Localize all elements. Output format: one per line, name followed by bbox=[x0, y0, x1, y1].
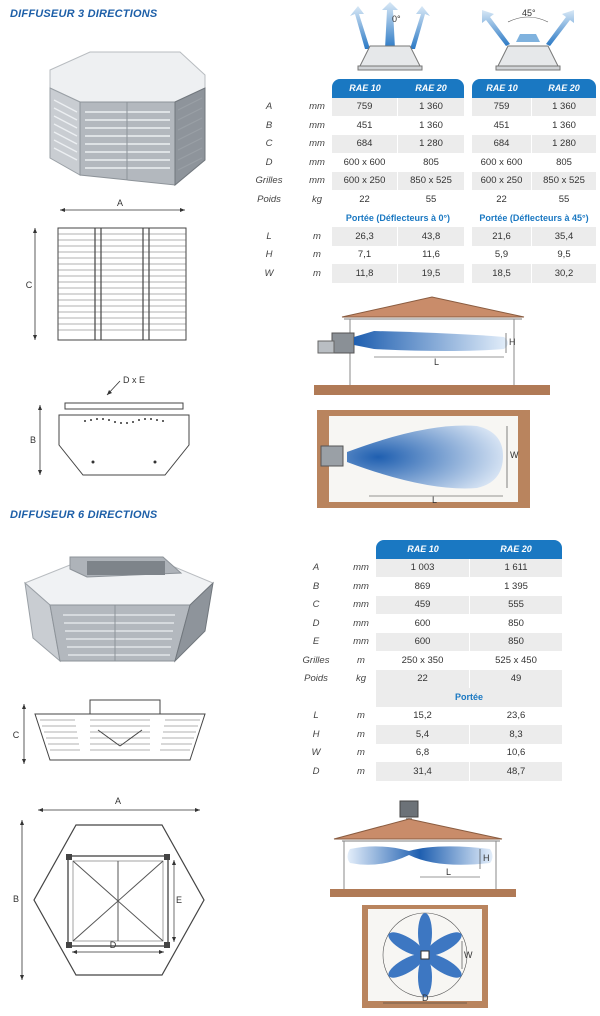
table-row bbox=[286, 559, 562, 578]
table-row bbox=[236, 190, 596, 209]
plan-throw-diagram-6-directions bbox=[362, 905, 488, 1008]
table-cell: 30,2 bbox=[532, 264, 596, 283]
table-cell: 805 bbox=[532, 153, 596, 172]
table-cell: 250 x 350 bbox=[376, 651, 470, 670]
table-row bbox=[286, 577, 562, 596]
table-cell: 5,4 bbox=[376, 725, 470, 744]
row-unit: mm bbox=[353, 599, 369, 611]
table-row bbox=[286, 670, 562, 689]
section-title-3-directions: DIFFUSEUR 3 DIRECTIONS bbox=[10, 8, 158, 20]
row-label: D bbox=[265, 156, 273, 168]
row-unit: mm bbox=[353, 580, 369, 592]
table-cell: 850 x 525 bbox=[398, 172, 464, 191]
table-cell: 600 x 600 bbox=[332, 153, 398, 172]
table-cell: 1 003 bbox=[376, 559, 470, 578]
dim-label-a: A bbox=[116, 198, 124, 208]
row-label: Poids bbox=[257, 193, 281, 205]
table-cell: 15,2 bbox=[376, 707, 470, 726]
table-cell: 525 x 450 bbox=[470, 651, 562, 670]
table-cell: 555 bbox=[470, 596, 562, 615]
table-row bbox=[286, 614, 562, 633]
table-cell: 10,6 bbox=[470, 744, 562, 763]
table-cell: 48,7 bbox=[470, 762, 562, 781]
row-unit: mm bbox=[309, 138, 325, 150]
row-label: C bbox=[265, 138, 273, 150]
row-unit: m bbox=[357, 765, 365, 777]
table-cell: 850 bbox=[470, 633, 562, 652]
table-row bbox=[286, 707, 562, 726]
table-cell: 459 bbox=[376, 596, 470, 615]
table-cell: 43,8 bbox=[398, 227, 464, 246]
plan-view-drawing-6-directions bbox=[10, 790, 220, 995]
row-label: B bbox=[265, 119, 273, 131]
table-cell: 19,5 bbox=[398, 264, 464, 283]
row-label: W bbox=[264, 267, 274, 279]
row-label: A bbox=[312, 562, 320, 574]
table-row bbox=[236, 116, 596, 135]
table-cell: 6,8 bbox=[376, 744, 470, 763]
row-unit: mm bbox=[309, 175, 325, 187]
row-unit: mm bbox=[309, 156, 325, 168]
table-cell: 55 bbox=[532, 190, 596, 209]
dim-label-a-6: A bbox=[114, 796, 122, 806]
top-view-drawing-3-directions bbox=[25, 200, 215, 350]
table-row bbox=[286, 744, 562, 763]
row-label: Grilles bbox=[302, 654, 330, 666]
table-cell: 451 bbox=[332, 116, 398, 135]
table-cell: 850 x 525 bbox=[532, 172, 596, 191]
dim-label-d-6: D bbox=[109, 940, 117, 950]
table-cell: 600 x 600 bbox=[472, 153, 532, 172]
row-unit: mm bbox=[353, 617, 369, 629]
diagram-label-w: W bbox=[510, 450, 519, 460]
dim-label-e-6: E bbox=[176, 895, 183, 905]
table-cell: 684 bbox=[332, 135, 398, 154]
table-cell: 1 280 bbox=[532, 135, 596, 154]
table-cell: 1 360 bbox=[532, 116, 596, 135]
table-cell: 8,3 bbox=[470, 725, 562, 744]
row-unit: mm bbox=[309, 119, 325, 131]
table-cell: 1 360 bbox=[532, 98, 596, 117]
dim-label-b: B bbox=[29, 435, 37, 445]
table-cell: 35,4 bbox=[532, 227, 596, 246]
table-cell: 1 360 bbox=[398, 98, 464, 117]
row-unit: kg bbox=[311, 193, 323, 205]
row-label: Poids bbox=[304, 673, 328, 685]
col-header-rae10-45: RAE 10 bbox=[472, 79, 532, 98]
row-label: L bbox=[266, 230, 272, 242]
table-cell: 18,5 bbox=[472, 264, 532, 283]
table-cell: 22 bbox=[332, 190, 398, 209]
airflow-45-degree-icon bbox=[478, 4, 578, 74]
side-view-drawing-3-directions bbox=[25, 365, 215, 485]
table-cell: 600 x 250 bbox=[332, 172, 398, 191]
portee-label-6: Portée bbox=[376, 688, 562, 707]
row-unit: m bbox=[357, 710, 365, 722]
diagram-label-h-6: H bbox=[483, 853, 490, 863]
row-unit: m bbox=[357, 728, 365, 740]
table-cell: 7,1 bbox=[332, 246, 398, 265]
angle-label-0: 0° bbox=[392, 14, 401, 24]
table-cell: 759 bbox=[332, 98, 398, 117]
table-cell: 55 bbox=[398, 190, 464, 209]
table-cell: 22 bbox=[472, 190, 532, 209]
table-cell: 11,6 bbox=[398, 246, 464, 265]
table-row bbox=[286, 633, 562, 652]
table-row bbox=[236, 246, 596, 265]
row-unit: kg bbox=[355, 673, 367, 685]
row-label: A bbox=[265, 101, 273, 113]
row-unit: mm bbox=[309, 101, 325, 113]
side-view-drawing-6-directions bbox=[10, 690, 215, 770]
row-unit: m bbox=[357, 654, 365, 666]
row-label: L bbox=[313, 710, 319, 722]
table-row bbox=[236, 98, 596, 117]
table-row bbox=[236, 135, 596, 154]
side-throw-diagram-6-directions bbox=[330, 797, 516, 897]
table-row bbox=[286, 651, 562, 670]
airflow-0-degree-icon bbox=[340, 4, 440, 74]
row-label: W bbox=[311, 747, 321, 759]
portee-header-row-6 bbox=[286, 688, 562, 707]
table-cell: 1 280 bbox=[398, 135, 464, 154]
diagram-label-l: L bbox=[434, 357, 440, 367]
table-row bbox=[236, 153, 596, 172]
portee-header-row bbox=[236, 209, 596, 228]
diffuser-3-directions-product-image bbox=[30, 40, 210, 190]
table-row bbox=[236, 172, 596, 191]
table-cell: 9,5 bbox=[532, 246, 596, 265]
table-header-row-6 bbox=[286, 540, 562, 559]
plan-throw-diagram-3-directions bbox=[317, 410, 530, 508]
row-unit: mm bbox=[353, 636, 369, 648]
section-title-6-directions: DIFFUSEUR 6 DIRECTIONS bbox=[10, 509, 158, 521]
table-cell: 23,6 bbox=[470, 707, 562, 726]
table-cell: 5,9 bbox=[472, 246, 532, 265]
spec-table-3-directions bbox=[236, 79, 596, 283]
table-cell: 1 360 bbox=[398, 116, 464, 135]
diagram-label-l2: L bbox=[432, 495, 438, 505]
diagram-label-d-6: D bbox=[422, 993, 429, 1003]
col-header-rae20: RAE 20 bbox=[398, 79, 464, 98]
col-header-rae20-6: RAE 20 bbox=[470, 540, 562, 559]
table-cell: 22 bbox=[376, 670, 470, 689]
row-unit: mm bbox=[353, 562, 369, 574]
table-cell: 600 x 250 bbox=[472, 172, 532, 191]
row-unit: m bbox=[313, 230, 321, 242]
row-label: H bbox=[265, 249, 273, 261]
table-cell: 31,4 bbox=[376, 762, 470, 781]
row-label: Grilles bbox=[255, 175, 283, 187]
row-label: E bbox=[312, 636, 320, 648]
table-header-row bbox=[236, 79, 596, 98]
table-row bbox=[286, 725, 562, 744]
table-row bbox=[236, 264, 596, 283]
dim-label-c-6: C bbox=[12, 730, 20, 740]
side-throw-diagram-3-directions bbox=[314, 295, 550, 395]
table-cell: 11,8 bbox=[332, 264, 398, 283]
dim-label-b-6: B bbox=[12, 894, 20, 904]
col-header-rae10-6: RAE 10 bbox=[376, 540, 470, 559]
row-unit: m bbox=[313, 267, 321, 279]
table-cell: 805 bbox=[398, 153, 464, 172]
diagram-label-w-6: W bbox=[464, 950, 473, 960]
table-cell: 21,6 bbox=[472, 227, 532, 246]
row-label: B bbox=[312, 580, 320, 592]
table-cell: 684 bbox=[472, 135, 532, 154]
table-row bbox=[286, 762, 562, 781]
row-unit: m bbox=[313, 249, 321, 261]
table-cell: 1 611 bbox=[470, 559, 562, 578]
col-header-rae10: RAE 10 bbox=[332, 79, 398, 98]
table-cell: 600 bbox=[376, 614, 470, 633]
dim-label-dxe: D x E bbox=[123, 375, 146, 385]
row-label: C bbox=[312, 599, 320, 611]
portee-45-label: Portée (Déflecteurs à 45°) bbox=[472, 209, 596, 228]
row-unit: m bbox=[357, 747, 365, 759]
table-row bbox=[286, 596, 562, 615]
row-label: D bbox=[312, 765, 320, 777]
table-cell: 49 bbox=[470, 670, 562, 689]
table-cell: 759 bbox=[472, 98, 532, 117]
table-cell: 600 bbox=[376, 633, 470, 652]
table-cell: 869 bbox=[376, 577, 470, 596]
table-cell: 451 bbox=[472, 116, 532, 135]
angle-label-45: 45° bbox=[522, 8, 536, 18]
table-cell: 1 395 bbox=[470, 577, 562, 596]
portee-0-label: Portée (Déflecteurs à 0°) bbox=[332, 209, 464, 228]
col-header-rae20-45: RAE 20 bbox=[532, 79, 596, 98]
table-row bbox=[236, 227, 596, 246]
row-label: H bbox=[312, 728, 320, 740]
diffuser-6-directions-product-image bbox=[15, 543, 215, 668]
dim-label-c: C bbox=[25, 280, 33, 290]
table-cell: 26,3 bbox=[332, 227, 398, 246]
row-label: D bbox=[312, 617, 320, 629]
diagram-label-l-6: L bbox=[446, 867, 452, 877]
diagram-label-h: H bbox=[509, 337, 516, 347]
spec-table-6-directions bbox=[286, 540, 562, 781]
table-cell: 850 bbox=[470, 614, 562, 633]
